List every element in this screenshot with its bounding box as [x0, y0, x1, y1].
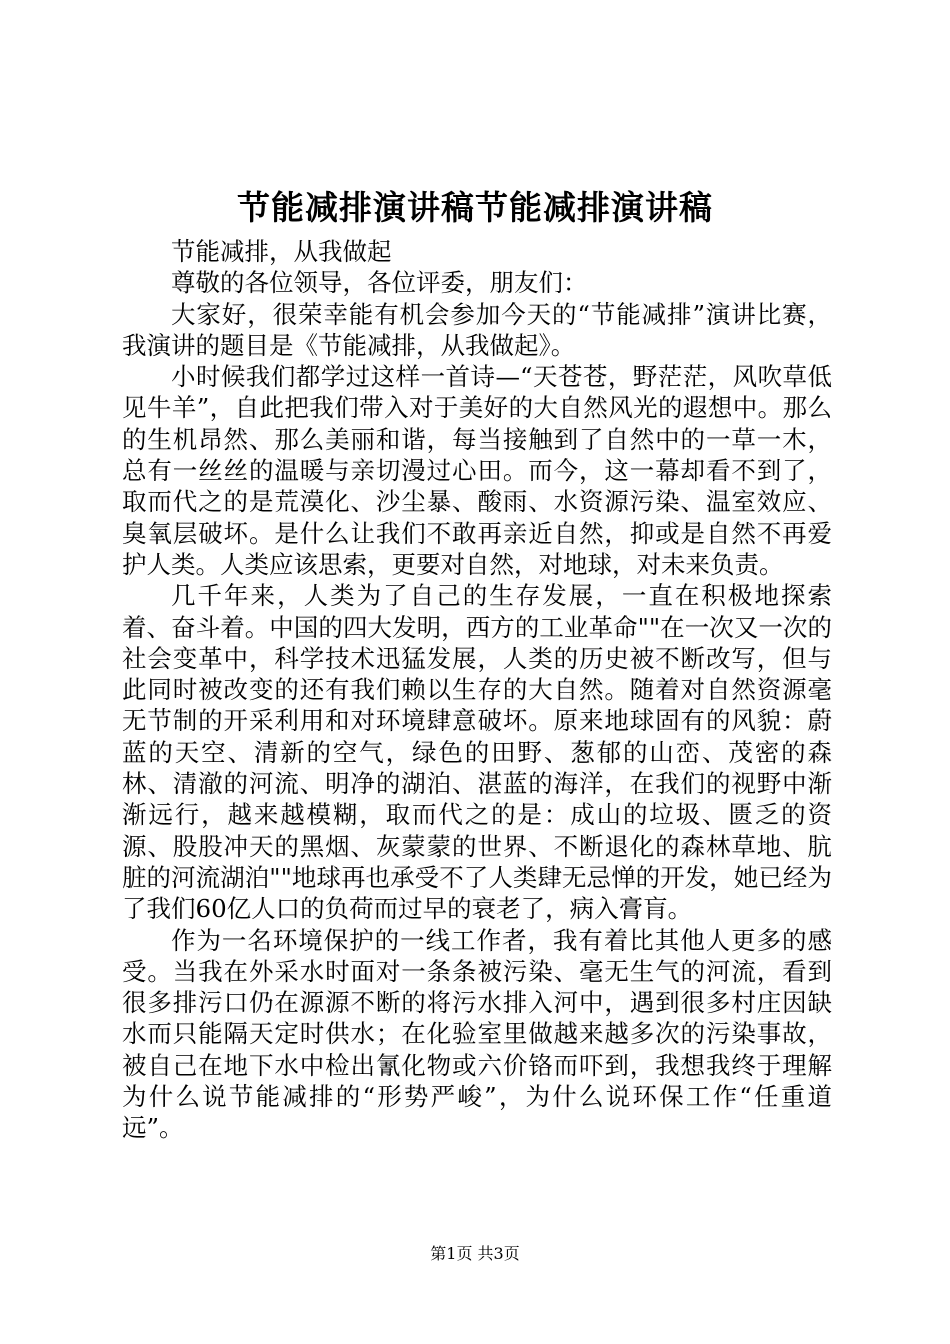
document-body: [122, 236, 832, 1144]
page-number-footer: 第1页 共3页: [430, 1244, 520, 1263]
speech-subtitle: 节能减排，从我做起: [171, 237, 392, 266]
body-paragraph-history: 几千年来，人类为了自己的生存发展，一直在积极地探索着、奋斗着。中国的四大发明，西方的工业革命""在一次又一次的社会变革中，科学技术迅猛发展，人类的历史被不断改写，但与此同时被改变的还有我们赖以生存的大自然。随着对自然资源毫无节制的开采利用和对环境肆意破坏。原来地球固有的风貌：蔚蓝的天空、清新的空气，绿色的田野、葱郁的山峦、茂密的森林、清澈的河流、明净的湖泊、湛蓝的海洋，在我们的视野中渐渐远行，越来越模糊，取而代之的是：成山的垃圾、匮乏的资源、股股冲天的黑烟、灰蒙蒙的世界、不断退化的森林草地、肮脏的河流湖泊""地球再也承受不了人类肆无忌惮的开发，她已经为了我们60亿人口的负荷而过早的衰老了，病入膏肓。: [122, 581, 832, 924]
document-title: 节能减排演讲稿节能减排演讲稿: [237, 188, 713, 227]
salutation: 尊敬的各位领导，各位评委，朋友们：: [171, 268, 588, 298]
body-paragraph-intro: 大家好，很荣幸能有机会参加今天的“节能减排”演讲比赛，我演讲的题目是《节能减排，从我做起》。: [122, 299, 832, 360]
body-paragraph-experience: 作为一名环境保护的一线工作者，我有着比其他人更多的感受。当我在外采水时面对一条条被污染、毫无生气的河流，看到很多排污口仍在源源不断的将污水排入河中，遇到很多村庄因缺水而只能隔天定时供水；在化验室里做越来越多次的污染事故，被自己在地下水中检出氰化物或六价铬而吓到，我想我终于理解为什么说节能减排的“形势严峻”，为什么说环保工作“任重道远”。: [122, 925, 832, 1143]
body-paragraph-childhood: 小时候我们都学过这样一首诗—“天苍苍，野茫茫，风吹草低见牛羊”，自此把我们带入对于美好的大自然风光的遐想中。那么的生机昂然、那么美丽和谐，每当接触到了自然中的一草一木，总有一丝丝的温暖与亲切漫过心田。而今，这一幕却看不到了，取而代之的是荒漠化、沙尘暴、酸雨、水资源污染、温室效应、臭氧层破坏。是什么让我们不敢再亲近自然，抑或是自然不再爱护人类。人类应该思索，更要对自然，对地球，对未来负责。: [122, 362, 832, 579]
